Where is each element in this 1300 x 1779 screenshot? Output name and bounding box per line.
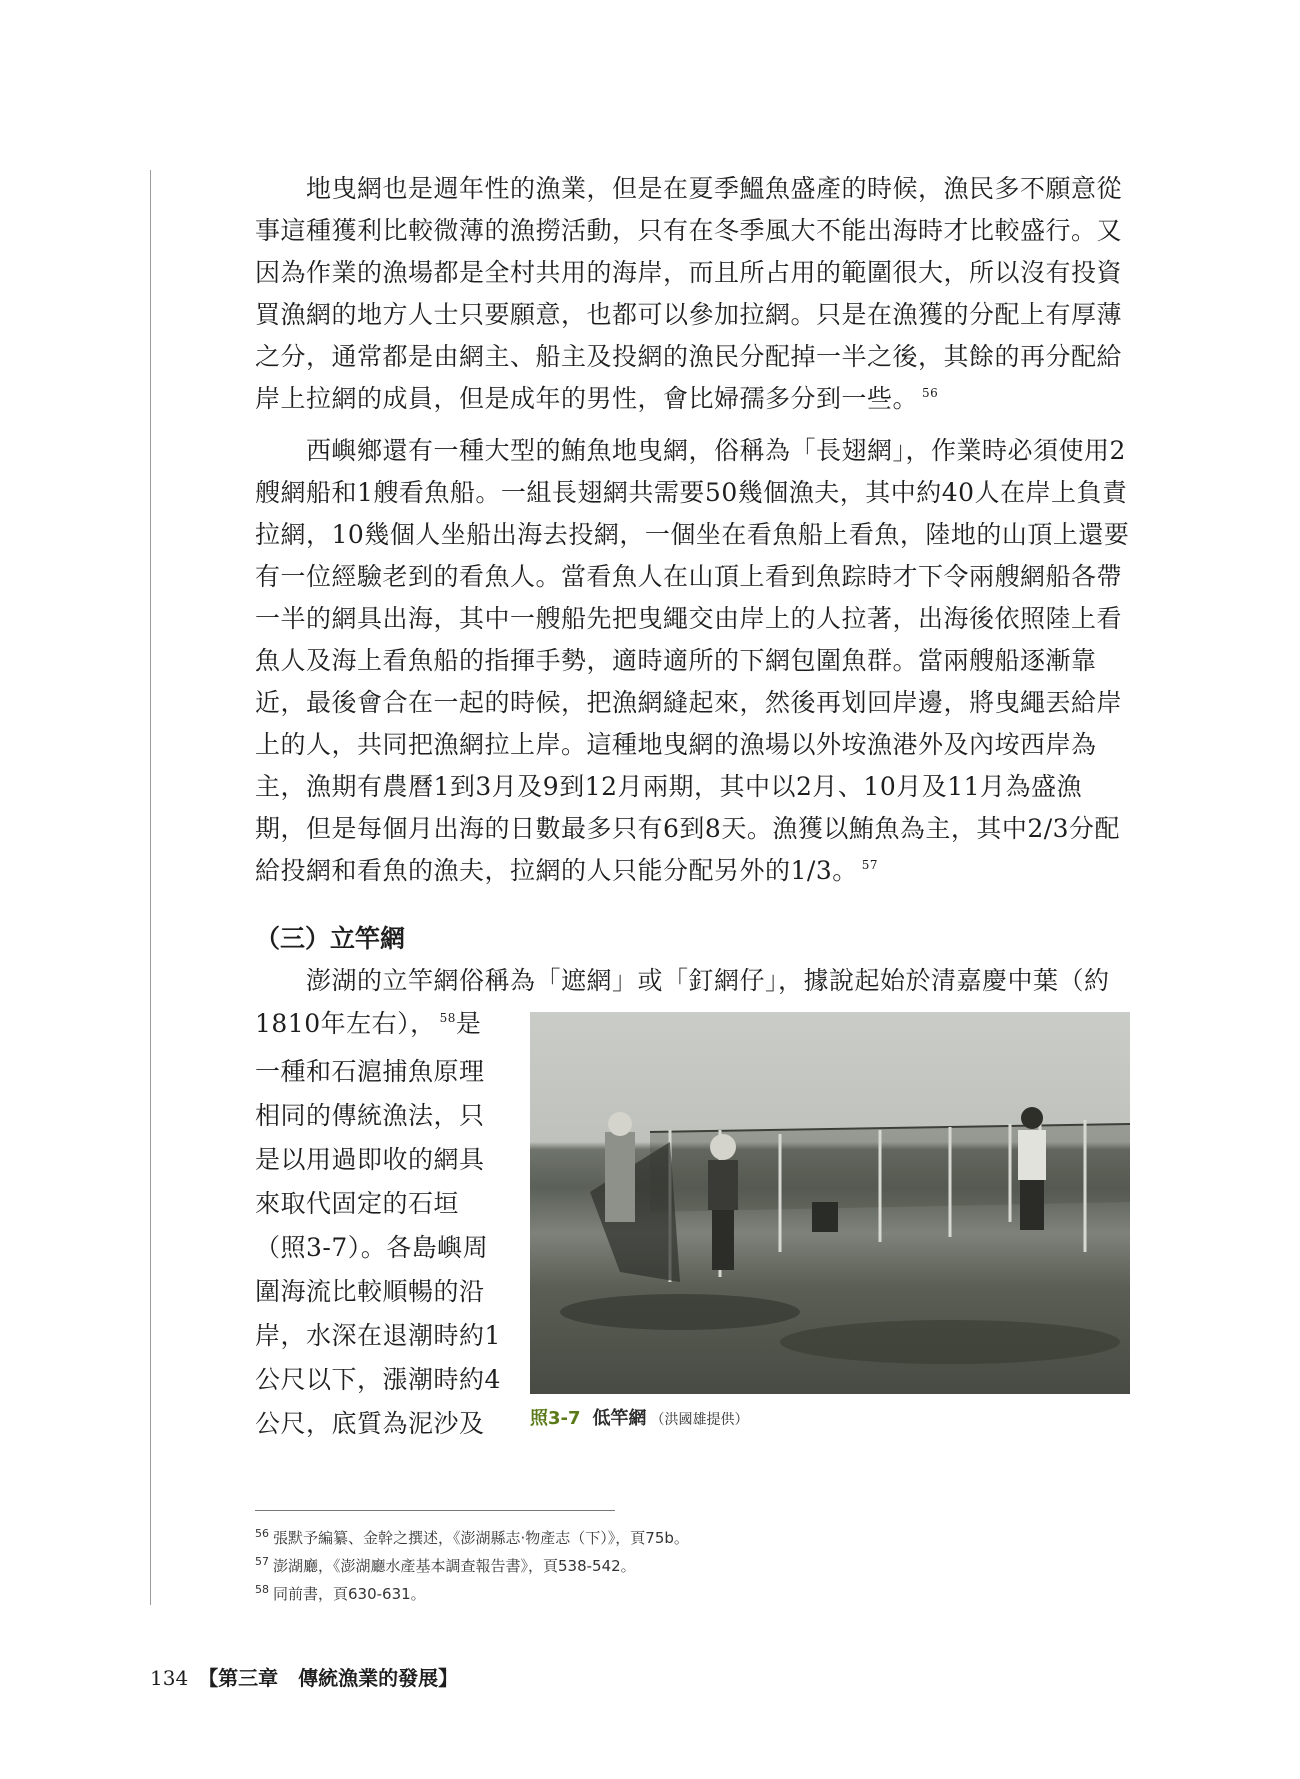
paragraph-2	[255, 430, 1130, 896]
photo-caption-title: 低竿網	[592, 1408, 647, 1429]
footnote-58	[255, 1581, 689, 1609]
footnote-56	[255, 1525, 689, 1553]
footnote-text: 同前書，頁630-631。	[273, 1585, 426, 1603]
photo-caption-label: 照3-7	[530, 1408, 581, 1429]
photo-illustration	[530, 1012, 1130, 1394]
paragraph-1-text: 地曳網也是週年性的漁業，但是在夏季鰮魚盛產的時候，漁民多不願意從事這種獲利比較微薄的漁撈活動，只有在冬季風大不能出海時才比較盛行。又因為作業的漁場都是全村共用的海岸，而且所占用的範圍很大，所以沒有投資買漁網的地方人士只要願意，也都可以參加拉網。只是在漁獲的分配上有厚薄之分，通常都是由網主、船主及投網的漁民分配掉一半之後，其餘的再分配給岸上拉網的成員，但是成年的男性，會比婦孺多分到一些。	[255, 174, 1123, 413]
paragraph-3-first-line	[255, 960, 1130, 1002]
margin-rule	[150, 170, 151, 1605]
paragraph-3-first-line-text: 澎湖的立竿網俗稱為「遮網」或「釘網仔」，據說起始於清嘉慶中葉（約	[306, 966, 1110, 995]
page-footer	[150, 1662, 458, 1691]
photo-caption	[530, 1404, 749, 1430]
paragraph-1	[255, 168, 1130, 424]
paragraph-3-part-2: 是一種和石滬捕魚原理相同的傳統漁法，只是以用過即收的網具來取代固定的石垣（照3-7）。各島嶼周圍海流比較順暢的沿岸，水深在退潮時約1公尺以下，漲潮時約4公尺，底質為泥沙及	[255, 1009, 501, 1438]
section-heading: （三）立竿網	[255, 924, 406, 953]
footnotes	[255, 1525, 689, 1609]
paragraph-3-column	[255, 1002, 505, 1446]
footnote-rule	[255, 1510, 615, 1511]
footnote-ref-57: 57	[861, 858, 879, 872]
photo-fishing-nets	[530, 1012, 1130, 1394]
footnote-ref-58: 58	[439, 1011, 456, 1025]
footnote-number: 57	[255, 1555, 269, 1568]
paragraph-3-part-1: 1810年左右），	[255, 1009, 436, 1038]
photo-caption-credit: （洪國雄提供）	[650, 1412, 749, 1428]
paragraph-2-text: 西嶼鄉還有一種大型的鮪魚地曳網，俗稱為「長翅網」，作業時必須使用2艘網船和1艘看魚船。一組長翅網共需要50幾個漁夫，其中約40人在岸上負責拉網，10幾個人坐船出海去投網，一個坐在看魚船上看魚，陸地的山頂上還要有一位經驗老到的看魚人。當看魚人在山頂上看到魚踪時才下令兩艘網船各帶一半的網具出海，其中一艘船先把曳繩交由岸上的人拉著，出海後依照陸上看魚人及海上看魚船的指揮手勢，適時適所的下網包圍魚群。當兩艘船逐漸靠近，最後會合在一起的時候，把漁網縫起來，然後再划回岸邊，將曳繩丟給岸上的人，共同把漁網拉上岸。這種地曳網的漁場以外垵漁港外及內垵西岸為主，漁期有農曆1到3月及9到12月兩期，其中以2月、10月及11月為盛漁期，但是每個月出海的日數最多只有6到8天。漁獲以鮪魚為主，其中2/3分配給投網和看魚的漁夫，拉網的人只能分配另外的1/3。	[255, 436, 1130, 885]
footnote-57	[255, 1553, 689, 1581]
page-number: 134	[150, 1666, 189, 1690]
footnote-text: 澎湖廳，《澎湖廳水產基本調查報告書》，頁538-542。	[273, 1557, 636, 1575]
footnote-text: 張默予編纂、金幹之撰述，《澎湖縣志‧物產志（下）》，頁75b。	[273, 1529, 689, 1547]
footnote-ref-56: 56	[922, 386, 939, 400]
chapter-title: 【第三章 傳統漁業的發展】	[198, 1666, 459, 1690]
footnote-number: 58	[255, 1583, 269, 1596]
footnote-number: 56	[255, 1527, 269, 1540]
